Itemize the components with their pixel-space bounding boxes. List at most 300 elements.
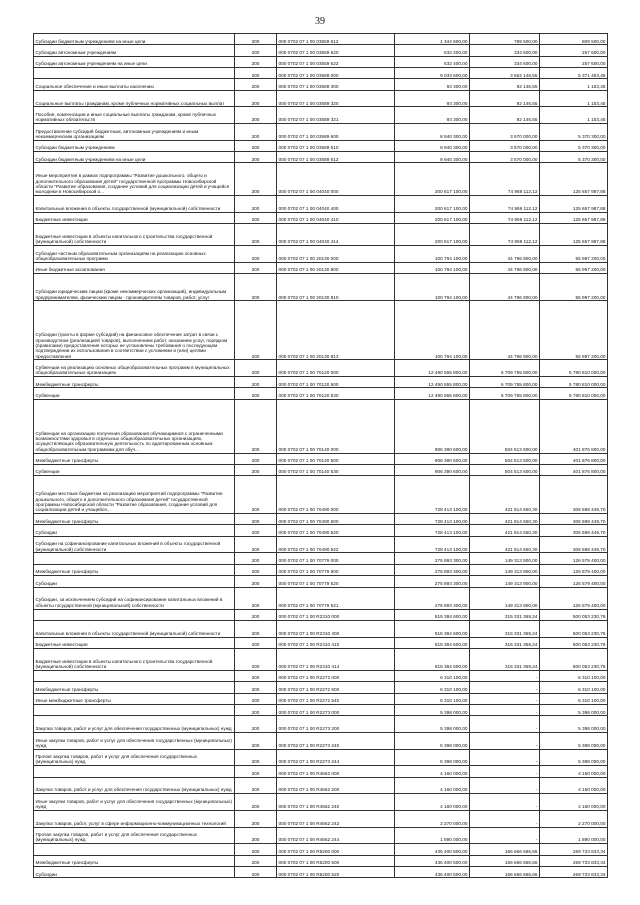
row-unexecuted: 500 053 230,76 [540, 648, 608, 670]
row-name: Субсидии бюджетным учреждениям [34, 140, 235, 151]
row-approved: 12 490 555 800,00 [395, 360, 470, 377]
row-executed: 421 814 650,30 [470, 514, 540, 525]
row-approved: 200 617 100,00 [395, 224, 470, 246]
row-code: 200 [235, 56, 277, 67]
row-executed: 166 666 666,66 [470, 855, 540, 866]
row-code: 200 [235, 536, 277, 553]
row-approved: 1 344 600,00 [395, 34, 470, 45]
row-name: Субсидии, за исключением субсидий на софинансирование капитальных вложений в объекты государственной (муниципальной) собственности [34, 587, 235, 609]
row-unexecuted: 126 579 400,00 [540, 587, 608, 609]
row-name: Иные бюджетные ассигнования [34, 262, 235, 273]
row-code: 200 [235, 587, 277, 609]
row-name: Иные межбюджетные трансферты [34, 693, 235, 704]
row-code: 200 [235, 620, 277, 637]
row-approved: 200 617 100,00 [395, 196, 470, 213]
row-name: Капитальные вложения в объекты государственной (муниципальной) собственности [34, 620, 235, 637]
row-classification: 000 0702 07 1 00 20130 800 [277, 262, 395, 273]
row-classification: 000 0702 07 1 00 03559 620 [277, 45, 395, 56]
row-unexecuted: 5 370 300,00 [540, 124, 608, 141]
row-executed: 315 331 369,24 [470, 648, 540, 670]
row-executed: 74 959 112,12 [470, 163, 540, 196]
row-executed: 315 331 369,24 [470, 609, 540, 620]
row-unexecuted: 126 579 400,00 [540, 576, 608, 587]
row-unexecuted: 125 657 987,88 [540, 196, 608, 213]
row-approved: 93 300,00 [395, 90, 470, 107]
row-name: Межбюджетные трансферты [34, 453, 235, 464]
row-code: 200 [235, 732, 277, 749]
table-row [34, 45, 608, 56]
row-unexecuted: 5 780 810 000,00 [540, 388, 608, 399]
row-unexecuted: 126 579 400,00 [540, 553, 608, 564]
row-name: Бюджетные инвестиции в объекты капитального строительства государственной (муниципальной) собственности [34, 224, 235, 246]
row-code: 200 [235, 670, 277, 681]
row-code: 200 [235, 576, 277, 587]
table-row [34, 514, 608, 525]
row-approved: 728 413 100,00 [395, 525, 470, 536]
row-code: 200 [235, 794, 277, 811]
row-classification: 000 0702 07 1 00 03589 612 [277, 152, 395, 163]
table-row [34, 564, 608, 575]
row-unexecuted: 5 370 300,00 [540, 152, 608, 163]
row-approved: 815 384 600,00 [395, 609, 470, 620]
row-code: 200 [235, 262, 277, 273]
row-name: Иные закупки товаров, работ и услуг для обеспечения государственных (муниципальных) нужд [34, 732, 235, 749]
row-approved: 728 413 100,00 [395, 514, 470, 525]
row-approved: 275 893 300,00 [395, 564, 470, 575]
row-executed: 3 570 000,00 [470, 140, 540, 151]
row-executed: 149 313 900,00 [470, 576, 540, 587]
row-classification: 000 0702 07 1 00 70779 520 [277, 576, 395, 587]
row-unexecuted: 55 997 200,00 [540, 274, 608, 301]
row-code: 200 [235, 399, 277, 453]
row-unexecuted: 809 500,00 [540, 34, 608, 45]
row-classification: 000 0702 07 1 00 04040 410 [277, 212, 395, 223]
row-code: 200 [235, 464, 277, 475]
row-approved: 815 384 600,00 [395, 620, 470, 637]
row-approved: 9 033 600,00 [395, 68, 470, 79]
row-executed: 421 814 650,30 [470, 525, 540, 536]
row-name: Межбюджетные трансферты [34, 564, 235, 575]
row-classification: 000 0702 07 1 00 R2310 410 [277, 637, 395, 648]
row-code: 200 [235, 453, 277, 464]
row-approved: 1 890 000,00 [395, 827, 470, 844]
row-name: Закупка товаров, работ и услуг для обеспечения государственных (муниципальных) нужд [34, 716, 235, 733]
row-approved: 6 310 100,00 [395, 693, 470, 704]
row-code: 200 [235, 766, 277, 777]
row-unexecuted: 125 657 987,88 [540, 163, 608, 196]
table-row [34, 609, 608, 620]
row-approved: 4 160 000,00 [395, 777, 470, 794]
table-row [34, 68, 608, 79]
row-code: 200 [235, 45, 277, 56]
row-classification: 000 0702 07 1 00 R5200 520 [277, 866, 395, 877]
row-code: 200 [235, 553, 277, 564]
row-code: 200 [235, 514, 277, 525]
row-executed: 421 814 650,30 [470, 536, 540, 553]
row-unexecuted: 306 598 449,70 [540, 476, 608, 514]
row-classification: 000 0702 07 1 00 20130 813 [277, 301, 395, 360]
row-name: Социальное обеспечение и иные выплаты населению [34, 79, 235, 90]
row-classification: 000 0702 07 1 00 03589 320 [277, 90, 395, 107]
row-executed: 149 313 900,00 [470, 587, 540, 609]
row-code: 200 [235, 377, 277, 388]
row-classification: 000 0702 07 1 00 04040 414 [277, 224, 395, 246]
row-name: Капитальные вложения в объекты государственной (муниципальной) собственности [34, 196, 235, 213]
row-code: 200 [235, 212, 277, 223]
table-row [34, 301, 608, 360]
row-unexecuted: 5 370 300,00 [540, 140, 608, 151]
row-executed: 44 796 900,00 [470, 301, 540, 360]
table-row [34, 576, 608, 587]
row-classification: 000 0702 07 1 00 04040 000 [277, 163, 395, 196]
table-row [34, 476, 608, 514]
row-name: Прочая закупка товаров, работ и услуг для обеспечения государственных (муниципальных) нужд [34, 827, 235, 844]
row-classification: 000 0702 07 1 00 70490 520 [277, 525, 395, 536]
row-approved: 4 160 000,00 [395, 766, 470, 777]
table-row [34, 453, 608, 464]
row-unexecuted: 500 053 230,76 [540, 609, 608, 620]
row-classification: 000 0702 07 1 00 70490 522 [277, 536, 395, 553]
row-executed: 504 513 600,00 [470, 464, 540, 475]
row-classification: 000 0702 07 1 00 R2273 240 [277, 732, 395, 749]
row-name: Прочая закупка товаров, работ и услуг для обеспечения государственных (муниципальных) нужд [34, 749, 235, 766]
row-name: Субсидии местным бюджетам на реализацию мероприятий подпрограммы "Развитие дошкольного, общего и дополнительного образования детей" государственной программы Новосибирской области "Развитие образования, создание условий для социализации детей и учащейся... [34, 476, 235, 514]
row-name: Субсидии автономным учреждениям [34, 45, 235, 56]
row-unexecuted: 306 598 449,70 [540, 514, 608, 525]
row-name [34, 766, 235, 777]
row-approved: 8 940 300,00 [395, 140, 470, 151]
row-name: Бюджетные инвестиции [34, 212, 235, 223]
row-code: 200 [235, 196, 277, 213]
row-approved: 436 400 500,00 [395, 855, 470, 866]
table-row [34, 587, 608, 609]
table-row [34, 682, 608, 693]
row-code: 200 [235, 749, 277, 766]
row-approved: 8 940 300,00 [395, 124, 470, 141]
row-unexecuted: 401 876 800,00 [540, 464, 608, 475]
row-classification: 000 0702 07 1 00 70490 500 [277, 514, 395, 525]
row-code: 200 [235, 855, 277, 866]
row-name: Субсидии автономным учреждениям на иные цели [34, 56, 235, 67]
row-classification: 000 0702 07 1 00 03559 622 [277, 56, 395, 67]
row-unexecuted: 1 153,45 [540, 90, 608, 107]
row-classification: 000 0702 07 1 00 R4662 200 [277, 777, 395, 794]
row-classification: 000 0702 07 1 00 R2310 414 [277, 648, 395, 670]
row-classification: 000 0702 07 1 00 R4662 240 [277, 794, 395, 811]
row-code: 200 [235, 34, 277, 45]
row-name: Субвенции [34, 464, 235, 475]
table-row [34, 844, 608, 855]
table-row [34, 670, 608, 681]
row-classification: 000 0702 07 1 00 70779 500 [277, 564, 395, 575]
row-unexecuted: 500 053 230,76 [540, 620, 608, 637]
table-row [34, 827, 608, 844]
table-row [34, 794, 608, 811]
row-approved: 6 310 100,00 [395, 670, 470, 681]
row-unexecuted: 4 160 000,00 [540, 766, 608, 777]
row-code: 200 [235, 476, 277, 514]
row-unexecuted: 269 733 833,34 [540, 866, 608, 877]
row-classification: 000 0702 07 1 00 03589 321 [277, 107, 395, 124]
row-unexecuted: 306 598 449,70 [540, 525, 608, 536]
row-unexecuted: 126 579 400,00 [540, 564, 608, 575]
table-row [34, 196, 608, 213]
row-code: 200 [235, 564, 277, 575]
row-name: Субсидии бюджетным учреждениям на иные цели [34, 34, 235, 45]
row-executed: - [470, 810, 540, 827]
table-row [34, 140, 608, 151]
row-code: 200 [235, 609, 277, 620]
row-name: Субвенции на организацию получения образования обучающимися с ограниченными возможностями здоровья в отдельных общеобразовательных организациях, осуществляющих образовательную деятельность по адаптированным основным общеобразовательным программам для обуч... [34, 399, 235, 453]
table-row [34, 525, 608, 536]
row-unexecuted: 4 160 000,00 [540, 794, 608, 811]
row-classification: 000 0702 07 1 00 R2272 000 [277, 670, 395, 681]
row-executed: 504 513 600,00 [470, 399, 540, 453]
table-row [34, 810, 608, 827]
row-code: 200 [235, 163, 277, 196]
table-row [34, 274, 608, 301]
table-row [34, 377, 608, 388]
row-classification: 000 0702 07 1 00 R4662 242 [277, 810, 395, 827]
row-code: 200 [235, 827, 277, 844]
row-name [34, 68, 235, 79]
row-classification: 000 0702 07 1 00 R2310 000 [277, 609, 395, 620]
table-row [34, 399, 608, 453]
row-name: Субсидии [34, 576, 235, 587]
row-executed: 315 331 369,24 [470, 620, 540, 637]
table-row [34, 388, 608, 399]
row-executed: - [470, 704, 540, 715]
row-executed: - [470, 716, 540, 733]
row-code: 200 [235, 388, 277, 399]
row-classification: 000 0702 07 1 00 70140 530 [277, 464, 395, 475]
row-executed: - [470, 693, 540, 704]
row-name: Субвенции на реализацию основных общеобразовательных программ в муниципальных общеобразовательных организациях [34, 360, 235, 377]
row-code: 200 [235, 866, 277, 877]
row-executed: 6 709 755 800,00 [470, 388, 540, 399]
row-executed: - [470, 749, 540, 766]
row-approved: 100 794 100,00 [395, 274, 470, 301]
row-classification: 000 0702 07 1 00 03589 000 [277, 68, 395, 79]
row-classification: 000 0702 07 1 00 70120 000 [277, 360, 395, 377]
table-row [34, 553, 608, 564]
row-unexecuted: 55 997 200,00 [540, 301, 608, 360]
row-name: Закупка товаров, работ, услуг в сфере информационно-коммуникационных технологий [34, 810, 235, 827]
table-row [34, 777, 608, 794]
row-classification: 000 0702 07 1 00 70120 500 [277, 377, 395, 388]
row-code: 200 [235, 90, 277, 107]
row-approved: 5 398 000,00 [395, 704, 470, 715]
row-approved: 100 794 100,00 [395, 301, 470, 360]
row-name: Субсидии (гранты в форме субсидий) на финансовое обеспечение затрат в связи с производством (реализацией товаров), выполнением работ, оказанием услуг, порядком (правилами) предоставления которых не установлены требования о последующем подтверждении их использования в соответствии с условиями и (или) целями предоставления [34, 301, 235, 360]
row-approved: 200 617 100,00 [395, 163, 470, 196]
row-name: Закупка товаров, работ и услуг для обеспечения государственных (муниципальных) нужд [34, 777, 235, 794]
row-code: 200 [235, 246, 277, 263]
row-name: Межбюджетные трансферты [34, 855, 235, 866]
row-approved: 200 617 100,00 [395, 212, 470, 223]
row-classification: 000 0702 07 1 00 03559 612 [277, 34, 395, 45]
row-name [34, 609, 235, 620]
row-code: 200 [235, 152, 277, 163]
row-name: Субсидии частным образовательным организациям на реализацию основных общеобразовательных программ [34, 246, 235, 263]
row-name: Иные мероприятия в рамках подпрограммы "Развитие дошкольного, общего и дополнительного образования детей" государственной программы Новосибирской области "Развитие образования, создание условий для социализации детей и учащейся молодежи в Новосибирской о... [34, 163, 235, 196]
row-unexecuted: 5 398 000,00 [540, 749, 608, 766]
row-classification: 000 0702 07 1 00 R2273 244 [277, 749, 395, 766]
row-unexecuted: 5 398 000,00 [540, 732, 608, 749]
row-approved: 275 893 300,00 [395, 576, 470, 587]
row-executed: 334 600,00 [470, 56, 540, 67]
row-code: 200 [235, 301, 277, 360]
table-row [34, 716, 608, 733]
row-executed: 92 146,55 [470, 90, 540, 107]
table-row [34, 212, 608, 223]
row-executed: 421 814 650,30 [470, 476, 540, 514]
row-code: 200 [235, 704, 277, 715]
row-executed: 74 959 112,12 [470, 224, 540, 246]
row-code: 200 [235, 107, 277, 124]
row-approved: 906 390 600,00 [395, 399, 470, 453]
row-classification: 000 0702 07 1 00 20130 000 [277, 246, 395, 263]
row-classification: 000 0702 07 1 00 70490 000 [277, 476, 395, 514]
row-executed: 504 513 600,00 [470, 453, 540, 464]
row-name [34, 704, 235, 715]
row-name: Межбюджетные трансферты [34, 682, 235, 693]
row-classification: 000 0702 07 1 00 70140 000 [277, 399, 395, 453]
row-executed: 149 313 900,00 [470, 553, 540, 564]
row-executed: - [470, 827, 540, 844]
row-unexecuted: 125 657 987,88 [540, 224, 608, 246]
row-approved: 436 400 500,00 [395, 844, 470, 855]
table-row [34, 246, 608, 263]
row-executed: 3 662 148,55 [470, 68, 540, 79]
row-executed: 74 959 112,12 [470, 212, 540, 223]
row-code: 200 [235, 224, 277, 246]
table-row [34, 56, 608, 67]
row-classification: 000 0702 07 1 00 04040 400 [277, 196, 395, 213]
row-code: 200 [235, 777, 277, 794]
row-name: Предоставление субсидий бюджетным, автономным учреждениям и иным некоммерческим организациям [34, 124, 235, 141]
table-row [34, 749, 608, 766]
row-approved: 632 400,00 [395, 56, 470, 67]
row-name: Иные закупки товаров, работ и услуг для обеспечения государственных (муниципальных) нужд [34, 794, 235, 811]
row-executed: 6 709 755 800,00 [470, 360, 540, 377]
row-approved: 5 398 000,00 [395, 716, 470, 733]
table-row [34, 704, 608, 715]
row-approved: 275 893 300,00 [395, 553, 470, 564]
row-classification: 000 0702 07 1 00 R5200 500 [277, 855, 395, 866]
row-unexecuted: 2 270 000,00 [540, 810, 608, 827]
row-executed: 149 313 900,00 [470, 564, 540, 575]
row-name: Субсидии юридическим лицам (кроме некоммерческих организаций), индивидуальным предпринимателям, физическим лицам - производителям товаров, работ, услуг [34, 274, 235, 301]
row-name [34, 670, 235, 681]
row-unexecuted: 1 890 000,00 [540, 827, 608, 844]
table-row [34, 866, 608, 877]
row-executed: 3 570 000,00 [470, 124, 540, 141]
row-name: Субсидии [34, 866, 235, 877]
table-row [34, 224, 608, 246]
row-classification: 000 0702 07 1 00 70779 521 [277, 587, 395, 609]
row-name: Пособия, компенсации и иные социальные выплаты гражданам, кроме публичных нормативных обязательств [34, 107, 235, 124]
table-row [34, 536, 608, 553]
row-code: 200 [235, 637, 277, 648]
row-approved: 4 160 000,00 [395, 794, 470, 811]
row-unexecuted: 5 780 810 000,00 [540, 360, 608, 377]
page-number: 39 [315, 16, 325, 27]
row-code: 200 [235, 68, 277, 79]
row-code: 200 [235, 693, 277, 704]
row-unexecuted: 1 153,45 [540, 79, 608, 90]
row-name: Межбюджетные трансферты [34, 514, 235, 525]
row-classification: 000 0702 07 1 00 R2273 200 [277, 716, 395, 733]
row-executed: 6 709 755 800,00 [470, 377, 540, 388]
table-row [34, 107, 608, 124]
row-executed: 44 796 900,00 [470, 274, 540, 301]
row-classification: 000 0702 07 1 00 R4662 000 [277, 766, 395, 777]
row-unexecuted: 5 371 453,45 [540, 68, 608, 79]
table-row [34, 34, 608, 45]
row-name [34, 844, 235, 855]
budget-table [33, 33, 608, 878]
row-executed: 74 959 112,12 [470, 196, 540, 213]
row-approved: 815 384 600,00 [395, 648, 470, 670]
row-approved: 93 300,00 [395, 79, 470, 90]
row-executed: 92 146,55 [470, 79, 540, 90]
row-executed: - [470, 732, 540, 749]
table-row [34, 637, 608, 648]
row-classification: 000 0702 07 1 00 R5200 000 [277, 844, 395, 855]
table-row [34, 262, 608, 273]
row-name: Бюджетные инвестиции [34, 637, 235, 648]
row-approved: 815 384 600,00 [395, 637, 470, 648]
row-executed: 166 666 666,66 [470, 866, 540, 877]
row-code: 200 [235, 525, 277, 536]
row-approved: 906 390 600,00 [395, 464, 470, 475]
row-approved: 5 398 000,00 [395, 732, 470, 749]
row-unexecuted: 5 398 000,00 [540, 704, 608, 715]
row-classification: 000 0702 07 1 00 R2272 540 [277, 693, 395, 704]
row-approved: 100 794 100,00 [395, 246, 470, 263]
row-classification: 000 0702 07 1 00 70140 500 [277, 453, 395, 464]
row-executed: 92 146,55 [470, 107, 540, 124]
row-approved: 12 490 555 800,00 [395, 388, 470, 399]
row-code: 200 [235, 648, 277, 670]
row-unexecuted: 500 053 230,76 [540, 637, 608, 648]
row-unexecuted: 6 310 100,00 [540, 670, 608, 681]
row-executed: - [470, 682, 540, 693]
row-classification: 000 0702 07 1 00 70779 000 [277, 553, 395, 564]
table-row [34, 79, 608, 90]
row-code: 200 [235, 140, 277, 151]
row-approved: 8 940 300,00 [395, 152, 470, 163]
row-code: 200 [235, 810, 277, 827]
row-unexecuted: 55 997 200,00 [540, 246, 608, 263]
table-row [34, 124, 608, 141]
row-executed: 315 331 369,24 [470, 637, 540, 648]
row-name: Субсидии [34, 525, 235, 536]
row-classification: 000 0702 07 1 00 03589 600 [277, 124, 395, 141]
table-row [34, 464, 608, 475]
row-code: 200 [235, 274, 277, 301]
row-classification: 000 0702 07 1 00 R2273 000 [277, 704, 395, 715]
row-approved: 12 490 555 800,00 [395, 377, 470, 388]
row-name: Бюджетные инвестиции в объекты капитального строительства государственной (муниципальной) собственности [34, 648, 235, 670]
row-classification: 000 0702 07 1 00 03589 610 [277, 140, 395, 151]
row-approved: 728 413 100,00 [395, 476, 470, 514]
row-unexecuted: 55 997 200,00 [540, 262, 608, 273]
table-row [34, 90, 608, 107]
row-classification: 000 0702 07 1 00 70120 530 [277, 388, 395, 399]
row-approved: 5 398 000,00 [395, 749, 470, 766]
